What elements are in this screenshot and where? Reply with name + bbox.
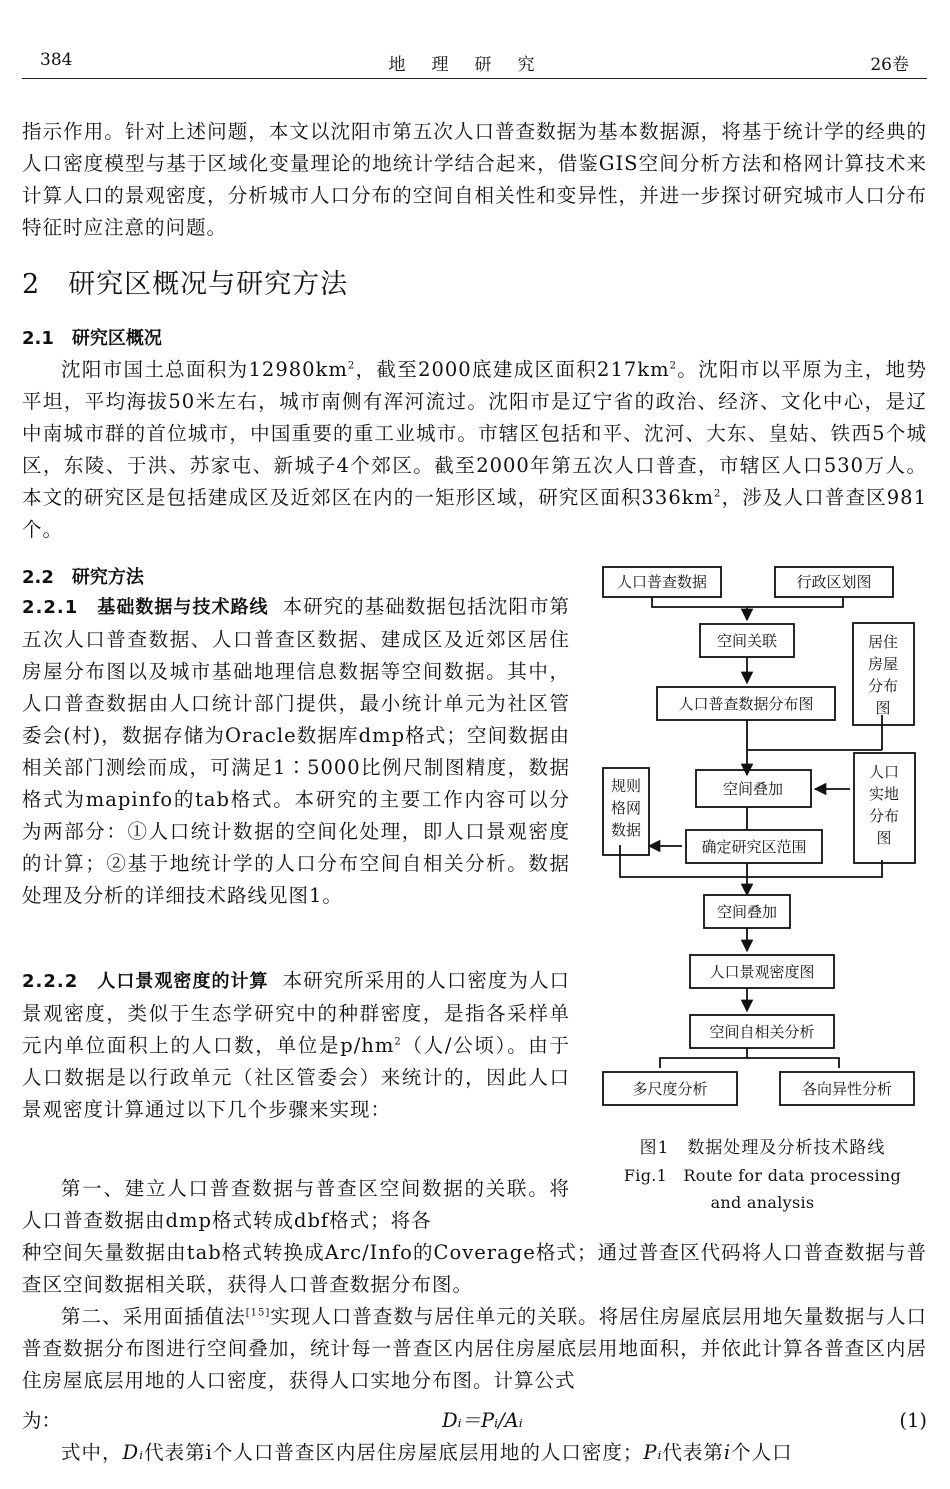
figure-caption-en-1: Fig.1 Route for data processing [623, 1166, 902, 1185]
density-paragraph: 2.2.2 人口景观密度的计算 本研究所采用的人口密度为人口景观密度，类似于生态学研究中的种群密度，是指各采样单元内单位面积上的人口数，单位是$p/hm^2$（人/公顷）。由于人口数据是以行政单元（社区管委会）来统计的，因此人口景观密度计算通过以下几个步骤来实现： [22, 969, 570, 1121]
subsection-heading-2-1: 2.1 研究区概况 [22, 328, 162, 349]
flow-label-overlay-1: 空间叠加 [722, 780, 784, 798]
running-header [22, 50, 927, 79]
variable-definition-line: 式中，Dᵢ代表第i个人口普查区内居住房屋底层用地的人口密度；Pᵢ代表第i个人口 [61, 1441, 793, 1464]
subsection-heading-2-2: 2.2 研究方法 [22, 567, 144, 588]
flow-label-residential: 居住房屋分布图 [867, 633, 899, 717]
subsection-heading-2-2-1: 2.2.1 基础数据与技术路线 [22, 597, 269, 618]
flow-label-study-area: 确定研究区范围 [701, 838, 807, 856]
figure-caption-cn: 图1 数据处理及分析技术路线 [639, 1138, 886, 1158]
flow-label-admin: 行政区划图 [796, 573, 872, 591]
journal-title: 地理研究 [388, 55, 561, 75]
equation-number: (1) [899, 1409, 927, 1432]
intro-paragraph: 指示作用。针对上述问题，本文以沈阳市第五次人口普查数据为基本数据源，将基于统计学的经典的人口密度模型与基于区域化变量理论的地统计学结合起来，借鉴GIS空间分析方法和格网计算技术来计算人口的景观密度，分析城市人口分布的空间自相关性和变异性，并进一步探讨研究城市人口分布特征时应注意的问题。 [22, 120, 927, 239]
step1-paragraph-start: 第一、建立人口普查数据与普查区空间数据的关联。将人口普查数据由dmp格式转成dbf格式；将各 [22, 1177, 570, 1232]
study-area-paragraph: 沈阳市国土总面积为$12980km^2$，截至2000底建成区面积$217km^2$。沈阳市以平原为主，地势平坦，平均海拔50米左右，城市南侧有浑河流过。沈阳市是辽宁省的政治、经济、文化中心，是辽中南城市群的首位城市，中国重要的重工业城市。市辖区包括和平、沈河、大东、皇姑、铁西5个城区，东陵、于洪、苏家屯、新城子4个郊区。截至2000年第五次人口普查，市辖区人口530万人。本文的研究区是包括建成区及近郊区在内的一矩形区域，研究区面积$336km^2$，涉及人口普查区981个。 [22, 358, 927, 541]
flow-label-autocorr: 空间自相关分析 [709, 1023, 815, 1041]
flow-label-grid: 规则格网数据 [610, 777, 642, 839]
equation-intro: 为： [22, 1409, 62, 1432]
flow-label-multiscale: 多尺度分析 [632, 1080, 708, 1098]
flow-label-census-map: 人口普查数据分布图 [678, 695, 814, 713]
page-number: 384 [40, 50, 73, 70]
flow-label-overlay-2: 空间叠加 [716, 903, 778, 921]
volume-label: 26卷 [870, 55, 909, 75]
flow-label-anisotropy: 各向异性分析 [801, 1080, 893, 1098]
step1-paragraph-end: 种空间矢量数据由tab格式转换成Arc/Info的Coverage格式；通过普查区代码将人口普查数据与普查区空间数据相关联，获得人口普查数据分布图。 [22, 1241, 927, 1296]
step2-paragraph: 第二、采用面插值法[15]实现人口普查数与居住单元的关联。将居住房屋底层用地矢量数据与人口普查数据分布图进行空间叠加，统计每一普查区内居住房屋底层用地面积，并依此计算各普查区内居住房屋底层用地的人口密度，获得人口实地分布图。计算公式 [22, 1305, 927, 1392]
flow-label-census: 人口普查数据 [616, 573, 708, 591]
flowchart-figure [590, 555, 935, 1125]
equation-formula: Dᵢ＝Pᵢ/Aᵢ [442, 1409, 523, 1432]
subsection-heading-2-2-2: 2.2.2 人口景观密度的计算 [22, 971, 269, 992]
flow-label-spatial-join: 空间关联 [716, 632, 778, 650]
basic-data-paragraph: 2.2.1 基础数据与技术路线 本研究的基础数据包括沈阳市第五次人口普查数据、人口普查区数据、建成区及近郊区居住房屋分布图以及城市基础地理信息数据等空间数据。其中，人口普查数据由人口统计部门提供，最小统计单元为社区管委会(村)，数据存储为Oracle数据库dmp格式；空间数据由相关部门测绘而成，可满足1∶5000比例尺制图精度，数据格式为mapinfo的tab格式。本研究的主要工作内容可以分为两部分：①人口统计数据的空间化处理，即人口景观密度的计算；②基于地统计学的人口分布空间自相关分析。数据处理及分析的详细技术路线见图1。 [22, 595, 570, 907]
equation-line [22, 1405, 927, 1437]
figure-caption-en-2: and analysis [710, 1193, 815, 1212]
flow-label-pop-actual: 人口实地分布图 [868, 763, 900, 847]
flow-label-density-map: 人口景观密度图 [709, 963, 815, 981]
section-heading: 2 研究区概况与研究方法 [22, 269, 349, 300]
